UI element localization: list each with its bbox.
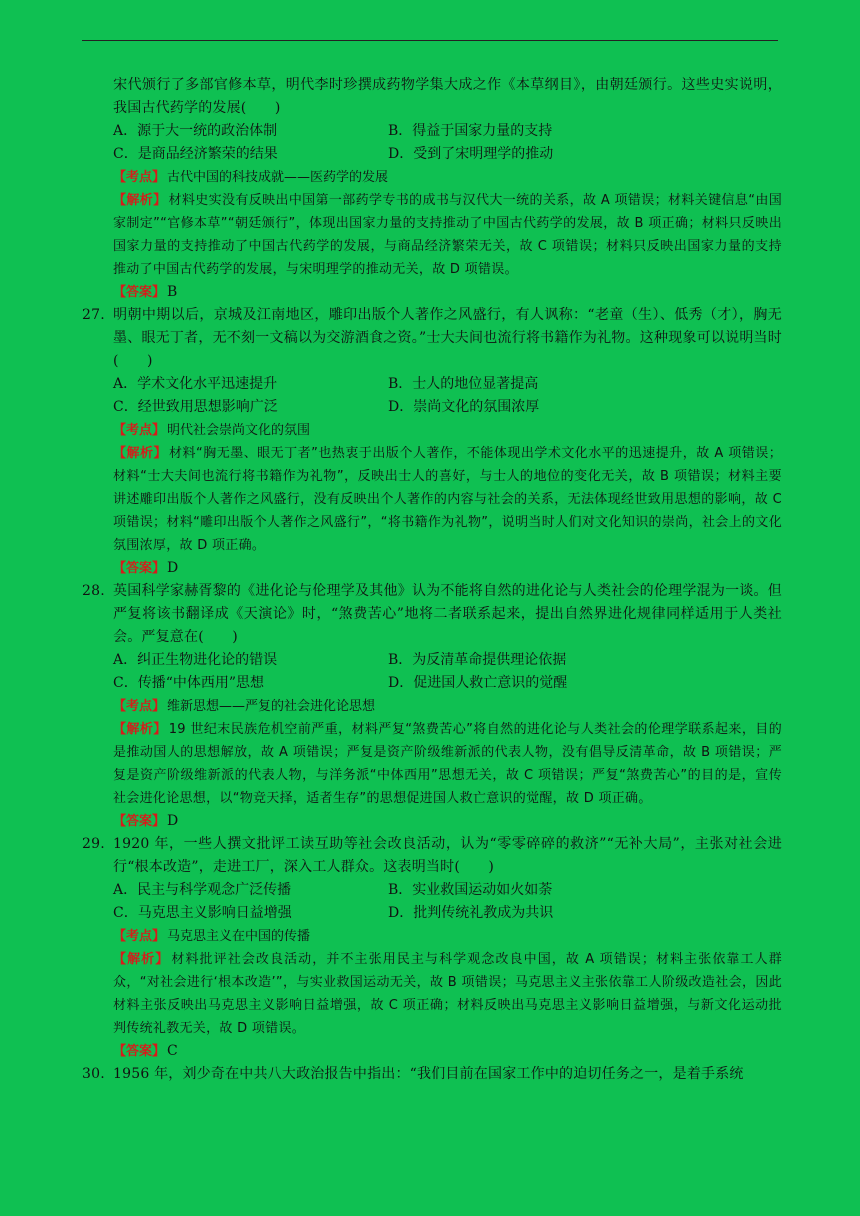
option-b: B．得益于国家力量的支持 — [388, 123, 553, 139]
knowledge-point: 【考点】 明代社会崇尚文化的氛围 — [113, 423, 311, 438]
answer: 【答案】 C — [113, 1043, 178, 1059]
options-grid — [113, 120, 782, 166]
option-b: B．实业救国运动如火如荼 — [388, 882, 553, 898]
option-a: A．纠正生物进化论的错误 — [113, 652, 278, 668]
option-c: C．传播“中体西用”思想 — [113, 675, 265, 691]
question-item — [82, 580, 782, 833]
question-number: 30. — [82, 1066, 105, 1082]
header-rule — [82, 40, 778, 41]
question-stem: 27. 明朝中期以后，京城及江南地区，雕印出版个人著作之风盛行，有人讽称：“老童（生）、低秀（才），胸无墨、眼无丁者，无不刻一文稿以为交游酒食之资。”士大夫间也流行将书籍作为礼物。这种现象可以说明当时( ) — [113, 304, 782, 373]
knowledge-point: 【考点】 维新思想——严复的社会进化论思想 — [113, 699, 376, 714]
question-list — [82, 74, 782, 1086]
knowledge-point: 【考点】 古代中国的科技成就——医药学的发展 — [113, 170, 389, 185]
analysis: 【解析】 材料史实没有反映出中国第一部药学专书的成书与汉代大一统的关系，故 A 项错误；材料关键信息“由国家制定”“官修本草”“朝廷颁行”，体现出国家力量的支持推动了中国古代药学的发展，故 B 项正确；材料只反映出国家力量的支持推动了中国古代药学的发展，与商品经济繁荣无关，故 C 项错误；材料只反映出国家力量的支持推动了中国古代药学的发展，与宋明理学的推动无关，故 D 项错误。 — [113, 193, 782, 277]
option-d: D．促进国人救亡意识的觉醒 — [388, 675, 568, 691]
analysis: 【解析】 材料“胸无墨、眼无丁者”也热衷于出版个人著作，不能体现出学术文化水平的迅速提升，故 A 项错误；材料“士大夫间也流行将书籍作为礼物”，反映出士人的喜好，与士人的地位的变化无关，故 B 项错误；材料主要讲述雕印出版个人著作之风盛行，没有反映出个人著作的内容与社会的关系，无法体现经世致用思想的影响，故 C 项错误；材料“雕印出版个人著作之风盛行”，“将书籍作为礼物”，说明当时人们对文化知识的崇尚，社会上的文化氛围浓厚，故 D 项正确。 — [113, 446, 782, 553]
option-b: B．为反清革命提供理论依据 — [388, 652, 567, 668]
question-item — [82, 1063, 782, 1086]
option-d: D．批判传统礼教成为共识 — [388, 905, 554, 921]
question-item — [82, 304, 782, 580]
question-stem: 28. 英国科学家赫胥黎的《进化论与伦理学及其他》认为不能将自然的进化论与人类社会的伦理学混为一谈。但严复将该书翻译成《天演论》时，“煞费苦心”地将二者联系起来，提出自然界进化规律同样适用于人类社会。严复意在( ) — [113, 580, 782, 649]
question-number: 28. — [82, 583, 105, 599]
question-number: 29. — [82, 836, 105, 852]
options-grid — [113, 879, 782, 925]
option-d: D．崇尚文化的氛围浓厚 — [388, 399, 540, 415]
options-grid — [113, 649, 782, 695]
option-a: A．民主与科学观念广泛传播 — [113, 882, 292, 898]
option-a: A．源于大一统的政治体制 — [113, 123, 278, 139]
option-c: C．马克思主义影响日益增强 — [113, 905, 292, 921]
question-stem: 29. 1920 年，一些人撰文批评工读互助等社会改良活动，认为“零零碎碎的救济”“无补大局”，主张对社会进行“根本改造”，走进工厂，深入工人群众。这表明当时( ) — [113, 833, 782, 879]
question-item — [82, 833, 782, 1063]
analysis: 【解析】 19 世纪末民族危机空前严重，材料严复“煞费苦心”将自然的进化论与人类社会的伦理学联系起来，目的是推动国人的思想解放，故 A 项错误；严复是资产阶级维新派的代表人物，没有倡导反清革命，故 B 项错误；严复是资产阶级维新派的代表人物，与洋务派“中体西用”思想无关，故 C 项错误；严复“煞费苦心”的目的是，宣传社会进化论思想，以“物竞天择，适者生存”的思想促进国人救亡意识的觉醒，故 D 项正确。 — [113, 722, 783, 806]
option-c: C．是商品经济繁荣的结果 — [113, 146, 278, 162]
question-number: 27. — [82, 307, 105, 323]
option-a: A．学术文化水平迅速提升 — [113, 376, 278, 392]
question-item — [82, 74, 782, 304]
option-b: B．士人的地位显著提高 — [388, 376, 539, 392]
answer: 【答案】 D — [113, 560, 179, 576]
option-d: D．受到了宋明理学的推动 — [388, 146, 554, 162]
question-stem: 30. 1956 年，刘少奇在中共八大政治报告中指出：“我们目前在国家工作中的迫切任务之一，是着手系统 — [113, 1063, 782, 1086]
question-stem: 宋代颁行了多部官修本草，明代李时珍撰成药物学集大成之作《本草纲目》，由朝廷颁行。这些史实说明，我国古代药学的发展( ) — [113, 77, 782, 116]
option-c: C．经世致用思想影响广泛 — [113, 399, 278, 415]
options-grid — [113, 373, 782, 419]
analysis: 【解析】 材料批评社会改良活动，并不主张用民主与科学观念改良中国，故 A 项错误；材料主张依靠工人群众，“对社会进行‘根本改造’”，与实业救国运动无关，故 B 项错误；马克思主义主张依靠工人阶级改造社会，因此材料主张反映出马克思主义影响日益增强，故 C 项正确；材料反映出马克思主义影响日益增强，与新文化运动批判传统礼教无关，故 D 项错误。 — [113, 952, 782, 1036]
answer: 【答案】 B — [113, 284, 178, 300]
answer: 【答案】 D — [113, 813, 179, 829]
knowledge-point: 【考点】 马克思主义在中国的传播 — [113, 929, 311, 944]
